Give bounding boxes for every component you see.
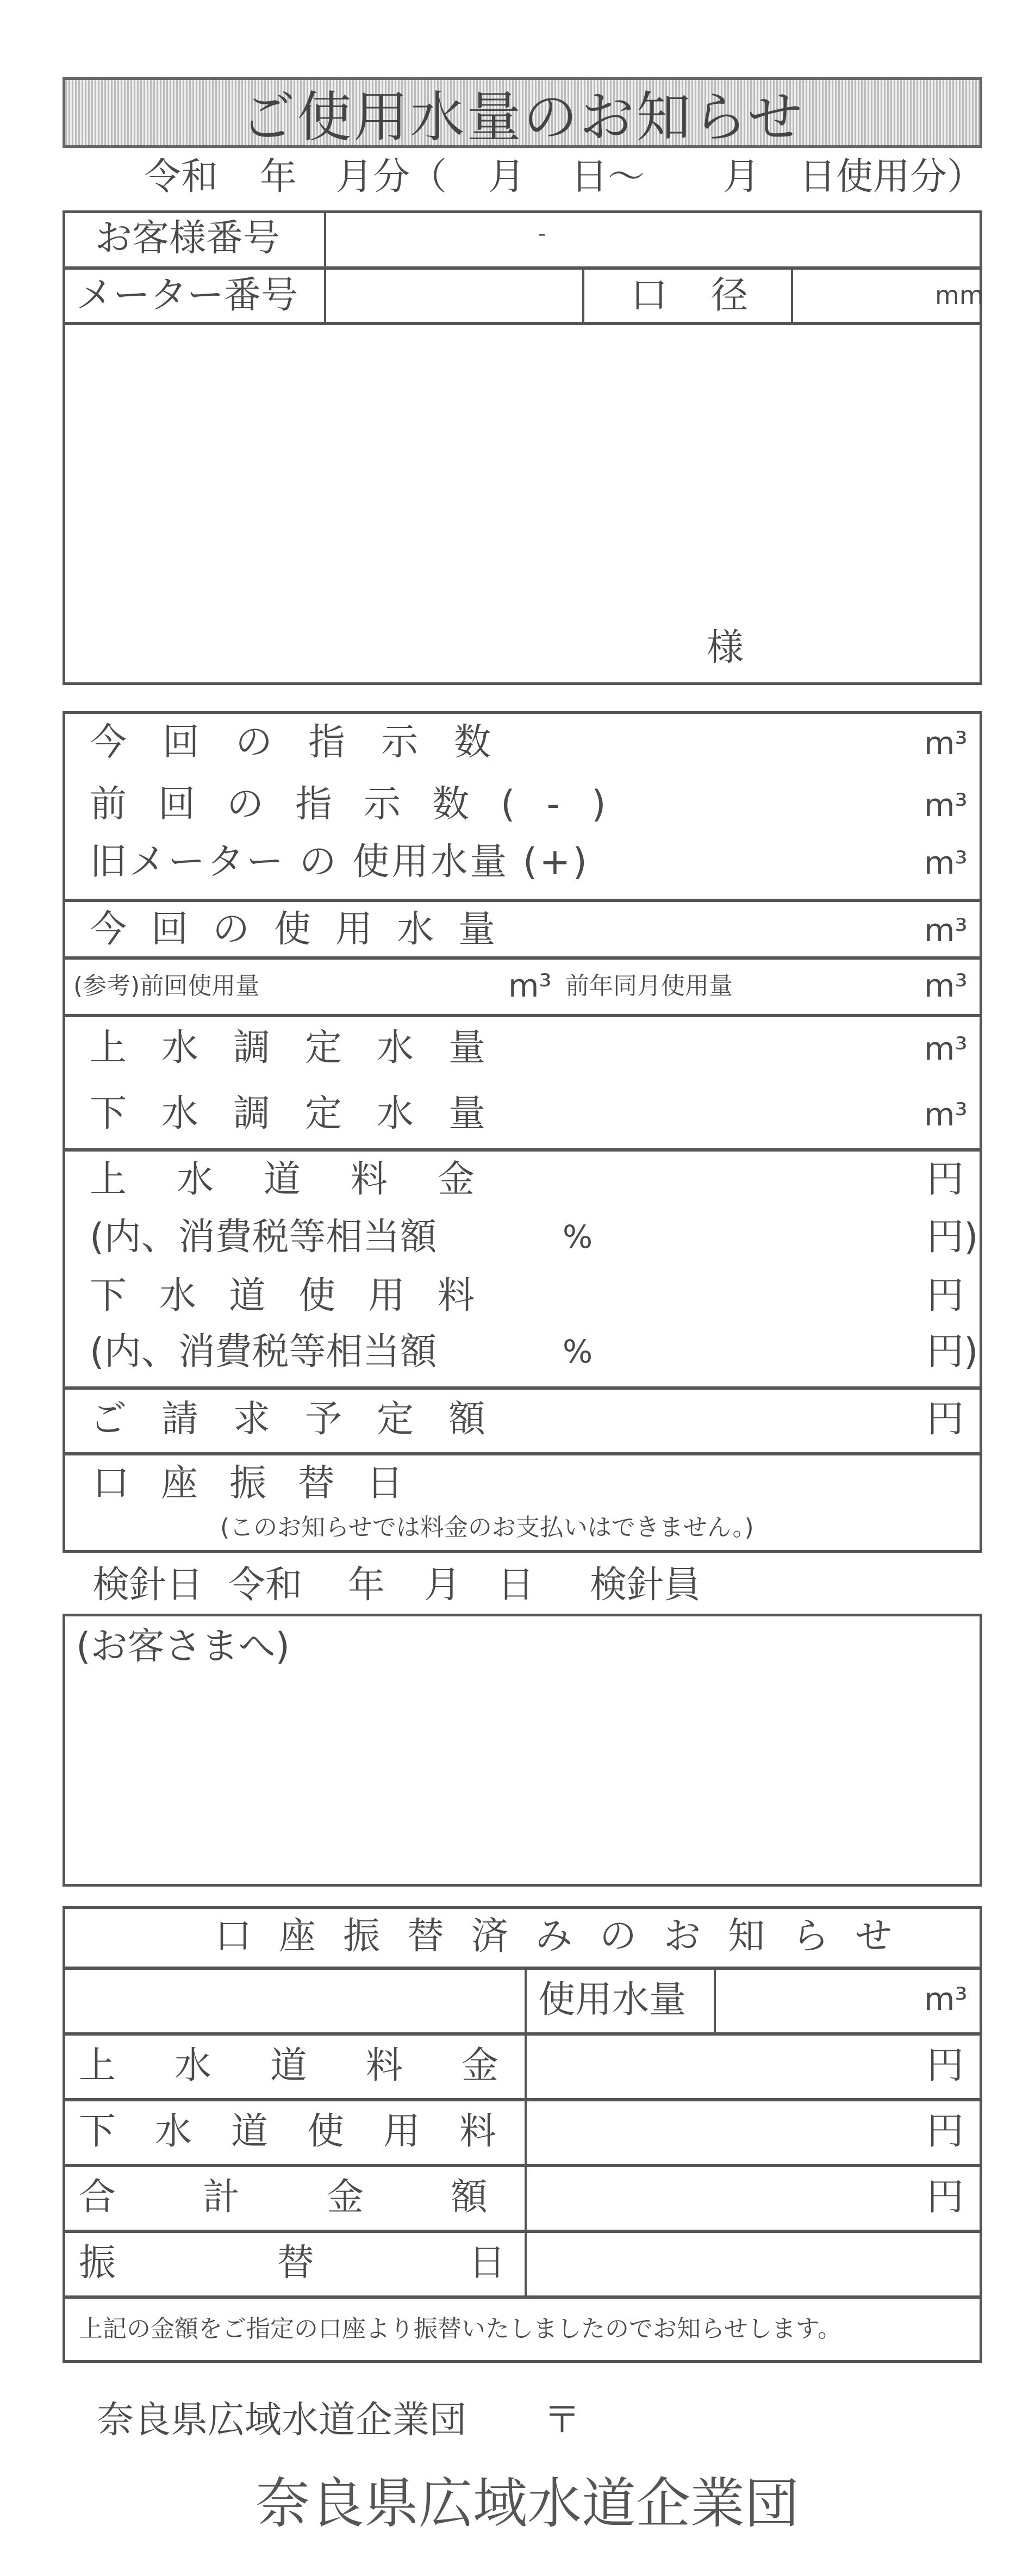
divider <box>63 1386 982 1390</box>
reading-date-label: 検針日 <box>92 1564 204 1607</box>
meter-number-label: メーター番号 <box>76 274 298 317</box>
divider <box>63 1452 982 1455</box>
meter-reader-label: 検針員 <box>590 1564 701 1607</box>
water-tax-percent: % <box>563 1218 593 1255</box>
divider <box>63 266 982 270</box>
unit-m3: m³ <box>924 844 968 881</box>
unit-m3: m³ <box>924 725 968 762</box>
unit-m3: m³ <box>924 1981 968 2018</box>
unit-m3: m³ <box>508 967 552 1004</box>
unit-m3: m³ <box>924 1096 968 1133</box>
unit-yen: 円 <box>927 1274 964 1317</box>
period-end-month: 月 <box>723 155 760 198</box>
divider <box>63 2098 982 2101</box>
divider <box>324 210 326 323</box>
reference-previous-label: (参考)前回使用量 <box>73 972 260 1000</box>
period-start-month: 月 <box>488 155 526 198</box>
debit-notice-title: 口座振替済みのお知らせ <box>215 1915 919 1958</box>
debit-date-label: 口座振替日 <box>92 1462 435 1505</box>
divider <box>63 2295 982 2299</box>
divider <box>63 956 982 960</box>
reading-year: 年 <box>348 1564 385 1607</box>
sewer-tax-percent: % <box>563 1333 593 1370</box>
divider <box>63 322 982 325</box>
water-assessed-label: 上水調定水量 <box>90 1026 521 1069</box>
divider <box>63 2164 982 2167</box>
customer-number-value: - <box>538 221 546 246</box>
postal-mark: 〒 <box>544 2399 581 2442</box>
sewer-assessed-label: 下水調定水量 <box>90 1092 521 1135</box>
unit-yen: 円) <box>927 1216 978 1259</box>
customer-message-label: (お客さまへ) <box>76 1625 290 1668</box>
unit-yen: 円) <box>927 1330 978 1373</box>
debit-water-fee-label: 上水道料金 <box>79 2044 558 2087</box>
issuer-name-large: 奈良県広域水道企業団 <box>255 2472 799 2535</box>
current-reading-label: 今回の指示数 <box>90 721 527 764</box>
debit-sewer-fee-label: 下水道使用料 <box>79 2110 536 2153</box>
period-month: 月分（ <box>336 155 447 198</box>
debit-notice-note: 上記の金額をご指定の口座より振替いたしましたのでお知らせします。 <box>79 2315 842 2343</box>
period-start-day: 日～ <box>571 155 645 198</box>
notice-title: ご使用水量のお知らせ <box>240 85 805 149</box>
issuer-name: 奈良県広域水道企業団 <box>97 2399 467 2442</box>
unit-m3: m³ <box>924 1030 968 1067</box>
divider <box>63 1967 982 1970</box>
debit-usage-label: 使用水量 <box>538 1978 687 2021</box>
debit-date-label-2: 替 <box>277 2242 315 2285</box>
reading-day: 日 <box>497 1564 535 1607</box>
divider <box>63 1148 982 1152</box>
divider <box>63 2230 982 2233</box>
reference-last-year-label: 前年同月使用量 <box>565 972 733 1000</box>
diameter-label: 口径 <box>631 274 792 317</box>
sewer-fee-label: 下水道使用料 <box>90 1274 508 1317</box>
debit-date-label-3: 日 <box>469 2242 506 2285</box>
honorific: 様 <box>707 626 744 669</box>
diameter-unit: mm <box>935 281 984 310</box>
billing-amount-label: ご請求予定額 <box>90 1398 521 1441</box>
unit-m3: m³ <box>924 912 968 949</box>
unit-yen: 円 <box>927 1398 964 1441</box>
unit-yen: 円 <box>927 2176 964 2219</box>
divider <box>714 1968 716 2034</box>
reading-month: 月 <box>424 1564 462 1607</box>
period-era: 令和 <box>144 155 219 198</box>
water-tax-label: (内、消費税等相当額 <box>90 1216 437 1259</box>
previous-reading-label: 前回の指示数(-) <box>90 783 638 826</box>
divider <box>63 899 982 902</box>
reading-era: 令和 <box>228 1564 303 1607</box>
period-end-day: 日使用分） <box>799 155 984 198</box>
divider <box>63 2032 982 2036</box>
period-year: 年 <box>260 155 297 198</box>
current-usage-label: 今回の使用水量 <box>90 908 520 951</box>
unit-yen: 円 <box>927 1158 964 1201</box>
divider <box>582 268 584 323</box>
unit-yen: 円 <box>927 2110 964 2153</box>
customer-number-label: お客様番号 <box>95 217 280 260</box>
debit-total-label: 合計金額 <box>79 2176 575 2219</box>
debit-date-note: (このお知らせでは料金のお支払いはできません。) <box>220 1514 754 1541</box>
unit-yen: 円 <box>927 2044 964 2087</box>
water-fee-label: 上水道料金 <box>90 1158 525 1201</box>
old-meter-usage-label: 旧メーター の 使用水量 (+) <box>90 841 589 883</box>
divider <box>63 1014 982 1017</box>
sewer-tax-label: (内、消費税等相当額 <box>90 1330 437 1373</box>
notice-title-bar <box>63 77 982 148</box>
unit-m3: m³ <box>924 787 968 824</box>
debit-date-label-1: 振 <box>79 2242 116 2285</box>
unit-m3: m³ <box>924 967 968 1004</box>
